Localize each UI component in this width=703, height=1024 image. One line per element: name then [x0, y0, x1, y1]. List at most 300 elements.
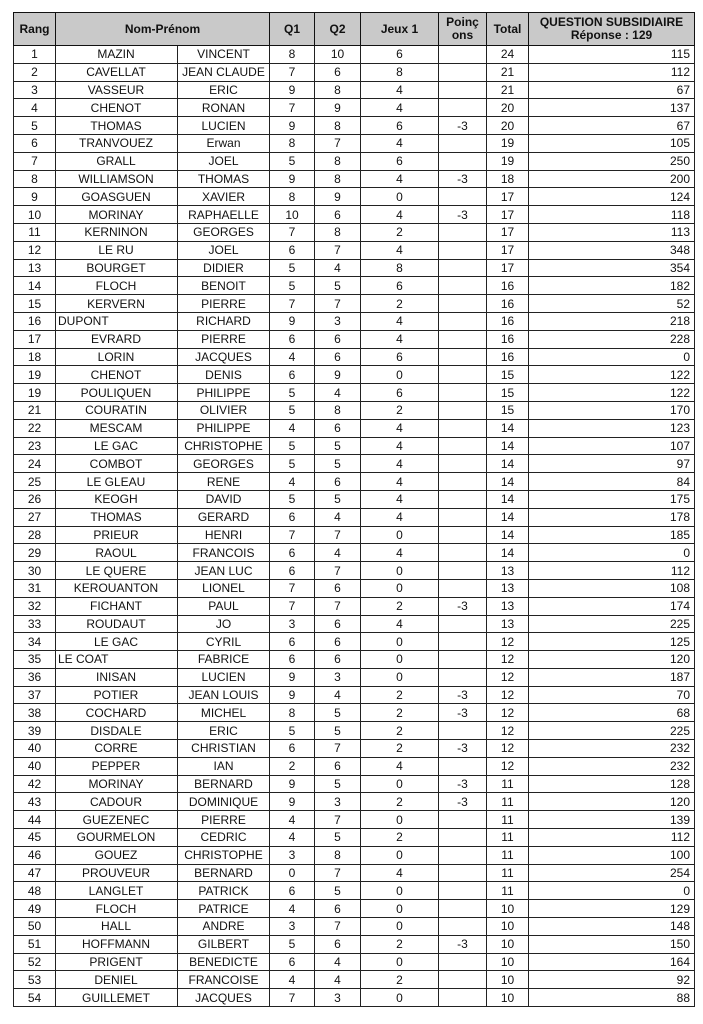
cell-q1: 7 — [270, 597, 315, 615]
cell-reponse: 97 — [529, 455, 695, 473]
cell-q2: 5 — [315, 722, 361, 740]
cell-rang: 6 — [14, 134, 56, 152]
header-q2: Q2 — [315, 13, 361, 46]
cell-poincons: -3 — [439, 935, 487, 953]
cell-q2: 5 — [315, 704, 361, 722]
cell-total: 14 — [487, 455, 529, 473]
cell-rang: 14 — [14, 277, 56, 295]
cell-reponse: 200 — [529, 170, 695, 188]
table-row — [14, 152, 695, 170]
table-row — [14, 882, 695, 900]
cell-q2: 5 — [315, 277, 361, 295]
cell-jeux: 4 — [361, 437, 439, 455]
table-row — [14, 348, 695, 366]
cell-jeux: 2 — [361, 740, 439, 758]
cell-q1: 6 — [270, 882, 315, 900]
cell-poincons — [439, 722, 487, 740]
cell-rang: 49 — [14, 900, 56, 918]
cell-q1: 9 — [270, 81, 315, 99]
cell-total: 19 — [487, 152, 529, 170]
cell-rang: 36 — [14, 668, 56, 686]
cell-rang: 33 — [14, 615, 56, 633]
cell-total: 12 — [487, 633, 529, 651]
cell-rang: 40 — [14, 757, 56, 775]
cell-q2: 5 — [315, 775, 361, 793]
cell-q2: 6 — [315, 348, 361, 366]
cell-jeux: 4 — [361, 473, 439, 491]
cell-q1: 0 — [270, 864, 315, 882]
cell-reponse: 185 — [529, 526, 695, 544]
cell-reponse: 112 — [529, 829, 695, 847]
cell-poincons — [439, 259, 487, 277]
cell-nom: FICHANT — [56, 597, 178, 615]
cell-poincons — [439, 134, 487, 152]
cell-rang: 46 — [14, 846, 56, 864]
cell-poincons: -3 — [439, 206, 487, 224]
cell-reponse: 113 — [529, 223, 695, 241]
cell-reponse: 100 — [529, 846, 695, 864]
table-row — [14, 81, 695, 99]
cell-poincons — [439, 864, 487, 882]
cell-prenom: RICHARD — [178, 312, 270, 330]
cell-rang: 47 — [14, 864, 56, 882]
cell-rang: 38 — [14, 704, 56, 722]
cell-q1: 9 — [270, 686, 315, 704]
cell-q2: 5 — [315, 455, 361, 473]
cell-rang: 11 — [14, 223, 56, 241]
cell-poincons — [439, 633, 487, 651]
cell-rang: 43 — [14, 793, 56, 811]
cell-poincons — [439, 953, 487, 971]
cell-rang: 12 — [14, 241, 56, 259]
table-row — [14, 490, 695, 508]
cell-reponse: 67 — [529, 81, 695, 99]
cell-nom: LE GLEAU — [56, 473, 178, 491]
cell-jeux: 4 — [361, 170, 439, 188]
cell-prenom: PHILIPPE — [178, 419, 270, 437]
cell-rang: 21 — [14, 401, 56, 419]
cell-q1: 5 — [270, 384, 315, 402]
cell-nom: MORINAY — [56, 775, 178, 793]
cell-nom: POTIER — [56, 686, 178, 704]
cell-poincons — [439, 811, 487, 829]
cell-jeux: 4 — [361, 615, 439, 633]
table-row — [14, 615, 695, 633]
cell-nom: GOURMELON — [56, 829, 178, 847]
cell-total: 16 — [487, 348, 529, 366]
cell-poincons — [439, 757, 487, 775]
cell-total: 21 — [487, 81, 529, 99]
cell-nom: GOASGUEN — [56, 188, 178, 206]
table-row — [14, 900, 695, 918]
cell-q1: 9 — [270, 117, 315, 135]
cell-rang: 50 — [14, 918, 56, 936]
cell-rang: 19 — [14, 384, 56, 402]
cell-total: 12 — [487, 686, 529, 704]
cell-reponse: 108 — [529, 579, 695, 597]
cell-reponse: 175 — [529, 490, 695, 508]
cell-nom: PRIEUR — [56, 526, 178, 544]
cell-jeux: 2 — [361, 401, 439, 419]
cell-prenom: FRANCOISE — [178, 971, 270, 989]
table-row — [14, 579, 695, 597]
cell-q1: 4 — [270, 811, 315, 829]
cell-rang: 28 — [14, 526, 56, 544]
cell-nom: HOFFMANN — [56, 935, 178, 953]
cell-q1: 5 — [270, 152, 315, 170]
cell-reponse: 0 — [529, 348, 695, 366]
cell-nom: DENIEL — [56, 971, 178, 989]
header-poincons-line2: ons — [451, 28, 474, 42]
cell-prenom: OLIVIER — [178, 401, 270, 419]
cell-nom: HALL — [56, 918, 178, 936]
cell-nom: CHENOT — [56, 99, 178, 117]
cell-q1: 8 — [270, 704, 315, 722]
cell-rang: 32 — [14, 597, 56, 615]
cell-prenom: CYRIL — [178, 633, 270, 651]
cell-prenom: HENRI — [178, 526, 270, 544]
cell-q2: 8 — [315, 117, 361, 135]
table-header — [14, 13, 695, 46]
cell-rang: 52 — [14, 953, 56, 971]
cell-total: 16 — [487, 312, 529, 330]
cell-total: 12 — [487, 757, 529, 775]
cell-poincons — [439, 295, 487, 313]
cell-total: 11 — [487, 811, 529, 829]
header-subsidiaire-line2: Réponse : 129 — [570, 28, 653, 42]
cell-reponse: 112 — [529, 63, 695, 81]
cell-jeux: 4 — [361, 330, 439, 348]
table-row — [14, 63, 695, 81]
cell-q1: 5 — [270, 935, 315, 953]
cell-prenom: BENOIT — [178, 277, 270, 295]
cell-total: 12 — [487, 651, 529, 669]
cell-total: 14 — [487, 508, 529, 526]
cell-prenom: PIERRE — [178, 811, 270, 829]
cell-prenom: GEORGES — [178, 223, 270, 241]
cell-reponse: 122 — [529, 366, 695, 384]
cell-total: 11 — [487, 793, 529, 811]
table-row — [14, 223, 695, 241]
cell-reponse: 118 — [529, 206, 695, 224]
cell-poincons — [439, 99, 487, 117]
cell-total: 17 — [487, 223, 529, 241]
cell-nom: GOUEZ — [56, 846, 178, 864]
cell-poincons — [439, 241, 487, 259]
cell-q1: 6 — [270, 562, 315, 580]
cell-nom: ROUDAUT — [56, 615, 178, 633]
cell-total: 10 — [487, 900, 529, 918]
cell-poincons — [439, 544, 487, 562]
cell-nom: TRANVOUEZ — [56, 134, 178, 152]
cell-jeux: 0 — [361, 366, 439, 384]
table-row — [14, 722, 695, 740]
cell-poincons — [439, 366, 487, 384]
cell-q2: 7 — [315, 562, 361, 580]
cell-poincons: -3 — [439, 793, 487, 811]
cell-reponse: 187 — [529, 668, 695, 686]
cell-rang: 7 — [14, 152, 56, 170]
table-row — [14, 99, 695, 117]
cell-q1: 3 — [270, 846, 315, 864]
cell-q2: 5 — [315, 490, 361, 508]
cell-jeux: 0 — [361, 668, 439, 686]
cell-jeux: 2 — [361, 722, 439, 740]
cell-rang: 2 — [14, 63, 56, 81]
cell-q2: 7 — [315, 811, 361, 829]
table-row — [14, 134, 695, 152]
cell-rang: 48 — [14, 882, 56, 900]
cell-nom: COURATIN — [56, 401, 178, 419]
cell-q1: 5 — [270, 401, 315, 419]
cell-poincons: -3 — [439, 686, 487, 704]
cell-nom: CHENOT — [56, 366, 178, 384]
cell-total: 18 — [487, 170, 529, 188]
cell-reponse: 68 — [529, 704, 695, 722]
cell-q1: 6 — [270, 241, 315, 259]
header-q1: Q1 — [270, 13, 315, 46]
cell-q2: 3 — [315, 668, 361, 686]
cell-poincons — [439, 526, 487, 544]
cell-nom: MORINAY — [56, 206, 178, 224]
cell-q1: 4 — [270, 900, 315, 918]
cell-nom: POULIQUEN — [56, 384, 178, 402]
cell-total: 16 — [487, 330, 529, 348]
cell-jeux: 4 — [361, 241, 439, 259]
cell-nom: COCHARD — [56, 704, 178, 722]
cell-q1: 9 — [270, 668, 315, 686]
cell-prenom: LIONEL — [178, 579, 270, 597]
cell-rang: 24 — [14, 455, 56, 473]
cell-q1: 6 — [270, 633, 315, 651]
cell-nom: GRALL — [56, 152, 178, 170]
cell-poincons — [439, 971, 487, 989]
cell-jeux: 4 — [361, 134, 439, 152]
cell-q1: 9 — [270, 793, 315, 811]
cell-prenom: BENEDICTE — [178, 953, 270, 971]
cell-rang: 23 — [14, 437, 56, 455]
header-subsidiaire-line1: QUESTION SUBSIDIAIRE — [539, 15, 684, 29]
cell-q1: 2 — [270, 757, 315, 775]
cell-prenom: JEAN LUC — [178, 562, 270, 580]
cell-q1: 7 — [270, 99, 315, 117]
cell-q1: 4 — [270, 829, 315, 847]
cell-total: 11 — [487, 775, 529, 793]
cell-prenom: RONAN — [178, 99, 270, 117]
cell-rang: 16 — [14, 312, 56, 330]
cell-prenom: ANDRE — [178, 918, 270, 936]
table-body — [14, 46, 695, 1007]
cell-q2: 8 — [315, 152, 361, 170]
cell-q1: 7 — [270, 579, 315, 597]
table-row — [14, 918, 695, 936]
cell-reponse: 52 — [529, 295, 695, 313]
cell-q1: 7 — [270, 526, 315, 544]
cell-poincons — [439, 668, 487, 686]
cell-q2: 8 — [315, 223, 361, 241]
cell-jeux: 0 — [361, 633, 439, 651]
cell-q1: 5 — [270, 490, 315, 508]
table-row — [14, 668, 695, 686]
cell-nom: MAZIN — [56, 46, 178, 64]
table-row — [14, 651, 695, 669]
cell-poincons — [439, 188, 487, 206]
cell-nom: GUEZENEC — [56, 811, 178, 829]
cell-q2: 4 — [315, 953, 361, 971]
cell-total: 14 — [487, 490, 529, 508]
table-row — [14, 295, 695, 313]
cell-q1: 7 — [270, 63, 315, 81]
cell-q1: 7 — [270, 295, 315, 313]
cell-reponse: 124 — [529, 188, 695, 206]
cell-poincons — [439, 615, 487, 633]
cell-total: 24 — [487, 46, 529, 64]
cell-rang: 4 — [14, 99, 56, 117]
cell-jeux: 0 — [361, 900, 439, 918]
cell-jeux: 2 — [361, 223, 439, 241]
cell-q2: 7 — [315, 597, 361, 615]
cell-poincons — [439, 508, 487, 526]
cell-total: 10 — [487, 989, 529, 1007]
cell-q1: 4 — [270, 473, 315, 491]
cell-total: 15 — [487, 366, 529, 384]
cell-jeux: 0 — [361, 811, 439, 829]
cell-jeux: 0 — [361, 188, 439, 206]
table-row — [14, 277, 695, 295]
cell-jeux: 4 — [361, 490, 439, 508]
cell-q1: 6 — [270, 953, 315, 971]
cell-reponse: 174 — [529, 597, 695, 615]
table-row — [14, 46, 695, 64]
cell-poincons — [439, 989, 487, 1007]
cell-prenom: JO — [178, 615, 270, 633]
cell-q2: 7 — [315, 864, 361, 882]
cell-nom: RAOUL — [56, 544, 178, 562]
cell-nom: MESCAM — [56, 419, 178, 437]
cell-jeux: 8 — [361, 63, 439, 81]
cell-prenom: JACQUES — [178, 348, 270, 366]
cell-total: 11 — [487, 882, 529, 900]
cell-reponse: 254 — [529, 864, 695, 882]
header-nom-prenom: Nom-Prénom — [56, 13, 270, 46]
cell-reponse: 70 — [529, 686, 695, 704]
cell-prenom: DAVID — [178, 490, 270, 508]
table-row — [14, 437, 695, 455]
cell-nom: LORIN — [56, 348, 178, 366]
table-row — [14, 188, 695, 206]
cell-poincons: -3 — [439, 170, 487, 188]
cell-total: 17 — [487, 188, 529, 206]
cell-q2: 6 — [315, 579, 361, 597]
cell-total: 12 — [487, 704, 529, 722]
cell-q1: 6 — [270, 366, 315, 384]
cell-jeux: 2 — [361, 829, 439, 847]
cell-reponse: 170 — [529, 401, 695, 419]
table-row — [14, 259, 695, 277]
cell-reponse: 67 — [529, 117, 695, 135]
cell-rang: 51 — [14, 935, 56, 953]
cell-q2: 6 — [315, 757, 361, 775]
cell-reponse: 0 — [529, 882, 695, 900]
cell-q2: 3 — [315, 312, 361, 330]
cell-poincons: -3 — [439, 740, 487, 758]
cell-nom: CAVELLAT — [56, 63, 178, 81]
table-row — [14, 864, 695, 882]
cell-jeux: 6 — [361, 46, 439, 64]
cell-reponse: 123 — [529, 419, 695, 437]
cell-q2: 4 — [315, 686, 361, 704]
cell-poincons — [439, 312, 487, 330]
cell-reponse: 139 — [529, 811, 695, 829]
cell-total: 20 — [487, 99, 529, 117]
cell-total: 16 — [487, 277, 529, 295]
header-poincons-line1: Poinç — [446, 15, 479, 29]
cell-total: 11 — [487, 846, 529, 864]
cell-total: 14 — [487, 419, 529, 437]
cell-reponse: 0 — [529, 544, 695, 562]
cell-q1: 6 — [270, 508, 315, 526]
cell-reponse: 84 — [529, 473, 695, 491]
header-rang: Rang — [14, 13, 56, 46]
cell-prenom: BERNARD — [178, 864, 270, 882]
cell-q2: 6 — [315, 63, 361, 81]
cell-nom: LE COAT — [56, 651, 178, 669]
cell-poincons — [439, 277, 487, 295]
table-row — [14, 419, 695, 437]
cell-q1: 4 — [270, 348, 315, 366]
cell-total: 17 — [487, 241, 529, 259]
cell-total: 15 — [487, 401, 529, 419]
cell-reponse: 232 — [529, 757, 695, 775]
cell-reponse: 128 — [529, 775, 695, 793]
cell-rang: 29 — [14, 544, 56, 562]
cell-q1: 7 — [270, 223, 315, 241]
cell-rang: 8 — [14, 170, 56, 188]
cell-total: 11 — [487, 829, 529, 847]
cell-nom: FLOCH — [56, 277, 178, 295]
cell-nom: PRIGENT — [56, 953, 178, 971]
cell-rang: 45 — [14, 829, 56, 847]
cell-poincons — [439, 562, 487, 580]
cell-prenom: GERARD — [178, 508, 270, 526]
cell-q2: 6 — [315, 900, 361, 918]
cell-jeux: 0 — [361, 526, 439, 544]
cell-reponse: 218 — [529, 312, 695, 330]
cell-reponse: 164 — [529, 953, 695, 971]
cell-prenom: RENE — [178, 473, 270, 491]
cell-total: 21 — [487, 63, 529, 81]
cell-q1: 6 — [270, 544, 315, 562]
cell-reponse: 92 — [529, 971, 695, 989]
cell-rang: 31 — [14, 579, 56, 597]
cell-jeux: 6 — [361, 348, 439, 366]
table-row — [14, 686, 695, 704]
cell-prenom: PATRICK — [178, 882, 270, 900]
cell-q1: 4 — [270, 971, 315, 989]
cell-nom: GUILLEMET — [56, 989, 178, 1007]
cell-total: 13 — [487, 597, 529, 615]
cell-total: 10 — [487, 918, 529, 936]
cell-prenom: FABRICE — [178, 651, 270, 669]
table-row — [14, 401, 695, 419]
cell-poincons — [439, 223, 487, 241]
table-row — [14, 971, 695, 989]
cell-poincons — [439, 384, 487, 402]
cell-q1: 8 — [270, 46, 315, 64]
cell-poincons — [439, 348, 487, 366]
table-row — [14, 455, 695, 473]
cell-poincons: -3 — [439, 704, 487, 722]
